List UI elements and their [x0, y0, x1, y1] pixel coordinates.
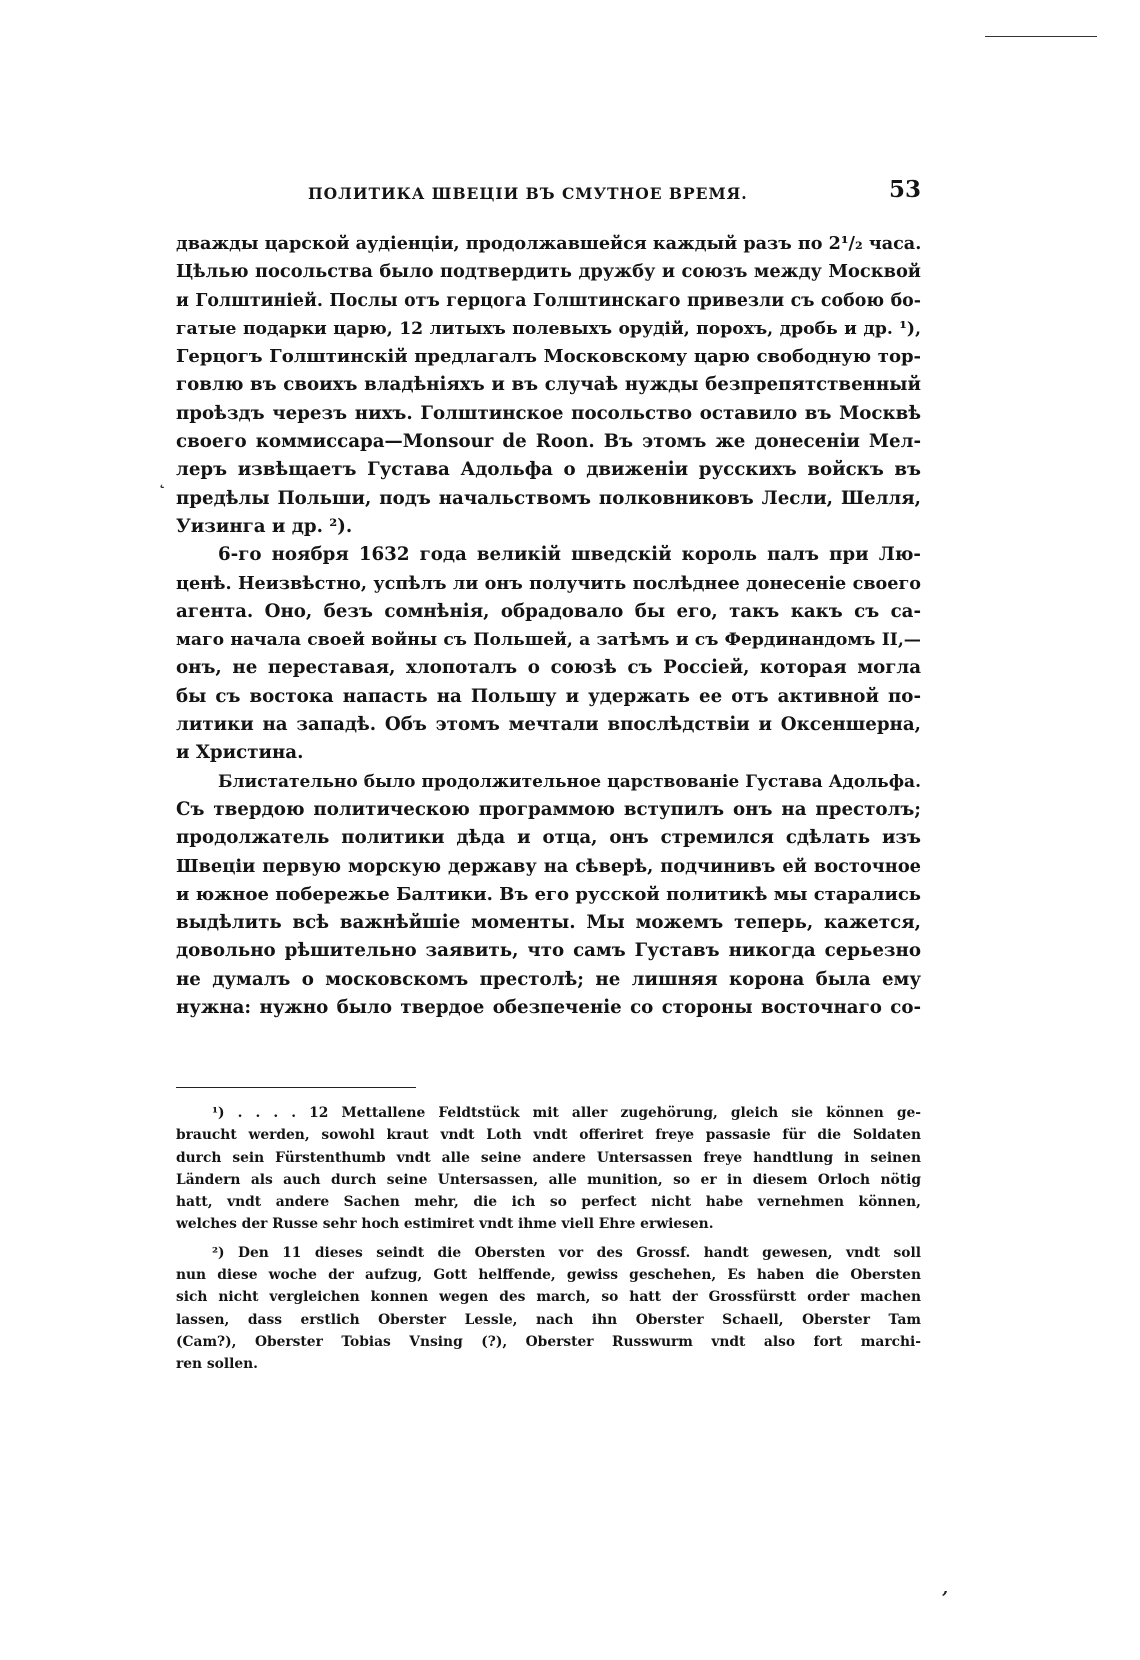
footnote-rule [176, 1087, 416, 1088]
text-line: ценѣ. Неизвѣстно, успѣлъ ли онъ получить послѣднее донесеніе своего [176, 572, 921, 594]
text-line: бы съ востока напасть на Польшу и удержать ее отъ активной по- [176, 685, 921, 707]
top-rule [985, 36, 1097, 37]
margin-comma-mark: ‚ [942, 1578, 949, 1599]
footnote-2-line: nun diese woche der aufzug, Gott helffende, gewiss geschehen, Es haben die Obersten [176, 1267, 921, 1284]
text-line: довольно рѣшительно заявить, что самъ Густавъ никогда серьезно [176, 940, 921, 962]
text-line: леръ извѣщаетъ Густава Адольфа о движеніи русскихъ войскъ въ [176, 459, 921, 481]
margin-tick-mark: ˛ [158, 470, 166, 489]
text-line: Блистательно было продолжительное царствованіе Густава Адольфа. [218, 771, 921, 792]
text-line: выдѣлить всѣ важнѣйшіе моменты. Мы можемъ теперь, кажется, [176, 912, 921, 934]
text-line: агента. Оно, безъ сомнѣнія, обрадовало бы его, такъ какъ съ са- [176, 600, 921, 622]
body-text [176, 230, 921, 1022]
text-line: маго начала своей войны съ Польшей, а затѣмъ и съ Фердинандомъ II,— [176, 630, 921, 651]
text-line: и южное побережье Балтики. Въ его русской политикѣ мы старались [176, 883, 921, 905]
text-line: онъ, не переставая, хлопоталъ о союзѣ съ Россіей, которая могла [176, 657, 921, 679]
text-line: литики на западѣ. Объ этомъ мечтали впослѣдствіи и Оксеншерна, [176, 714, 921, 736]
footnote-2-line: ²) Den 11 dieses seindt die Obersten vor des Grossf. handt gewesen, vndt soll [212, 1244, 921, 1261]
text-line: проѣздъ черезъ нихъ. Голштинское посольство оставило въ Москвѣ [176, 402, 921, 424]
footnote-2-line: sich nicht vergleichen konnen wegen des march, so hatt der Grossfürstt order machen [176, 1289, 921, 1306]
footnote-1-line: welches der Russe sehr hoch estimiret vndt ihme viell Ehre erwiesen. [176, 1216, 714, 1233]
text-line: Цѣлью посольства было подтвердить дружбу и союзъ между Москвой [176, 261, 921, 283]
text-line: говлю въ своихъ владѣніяхъ и въ случаѣ нужды безпрепятственный [176, 374, 921, 396]
text-line: гатые подарки царю, 12 литыхъ полевыхъ орудій, порохъ, дробь и др. ¹), [176, 318, 921, 339]
footnote-1-line: Ländern als auch durch seine Untersassen, alle munition, so er in diesem Orloch nötig [176, 1171, 921, 1188]
footnote-1-line: ¹) . . . . 12 Mettallene Feldtstück mit aller zugehörung, gleich sie können ge- [212, 1105, 921, 1121]
footnote-1-line: durch sein Fürstenthumb vndt alle seine andere Untersassen freye handtlung in seinen [176, 1149, 921, 1166]
footnote-2-line: ren sollen. [176, 1356, 258, 1373]
text-line: и Голштиніей. Послы отъ герцога Голштинскаго привезли съ собою бо- [176, 290, 921, 311]
text-line: 6-го ноября 1632 года великій шведскій король палъ при Лю- [218, 544, 921, 566]
text-line: не думалъ о московскомъ престолѣ; не лишняя корона была ему [176, 968, 921, 990]
footnote-1-line: hatt, vndt andere Sachen mehr, die ich so perfect nicht habe vernehmen können, [176, 1194, 921, 1211]
footnotes [176, 1102, 921, 1376]
page-number: 53 [888, 176, 921, 203]
running-title: ПОЛИТИКА ШВЕЦІИ ВЪ СМУТНОЕ ВРЕМЯ. [308, 184, 748, 203]
text-line: нужна: нужно было твердое обезпеченіе со стороны восточнаго со- [176, 997, 921, 1019]
text-line: продолжатель политики дѣда и отца, онъ стремился сдѣлать изъ [176, 827, 921, 849]
text-line: Швеціи первую морскую державу на сѣверѣ, подчинивъ ей восточное [176, 855, 921, 877]
text-line: Съ твердою политическою программою вступилъ онъ на престолъ; [176, 798, 921, 820]
page-header [176, 176, 921, 212]
footnote-1-line: braucht werden, sowohl kraut vndt Loth vndt offeriret freye passasie für die Soldaten [176, 1127, 921, 1144]
text-line: дважды царской аудіенціи, продолжавшейся каждый разъ по 2¹/₂ часа. [176, 233, 922, 254]
text-line: и Христина. [176, 742, 304, 764]
text-line: Уизинга и др. ²). [176, 515, 353, 537]
text-line: своего коммиссара—Monsour de Roon. Въ этомъ же донесеніи Мел- [176, 431, 921, 453]
footnote-2-line: (Cam?), Oberster Tobias Vnsing (?), Oberster Russwurm vndt also fort marchi- [176, 1333, 921, 1350]
footnote-2-line: lassen, dass erstlich Oberster Lessle, nach ihn Oberster Schaell, Oberster Tam [176, 1311, 921, 1328]
text-line: предѣлы Польши, подъ начальствомъ полковниковъ Лесли, Шелля, [176, 487, 921, 509]
text-line: Герцогъ Голштинскій предлагалъ Московскому царю свободную тор- [176, 346, 921, 368]
